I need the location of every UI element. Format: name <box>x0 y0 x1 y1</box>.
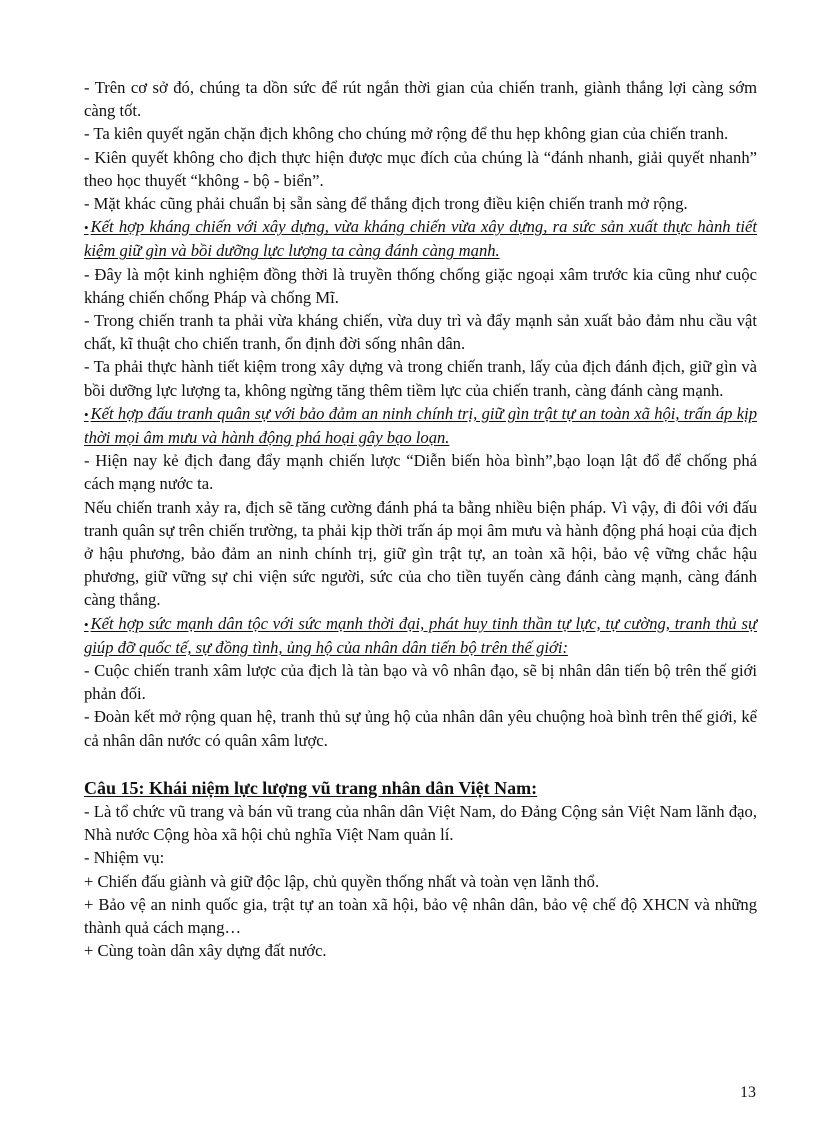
bullet-icon: • <box>84 616 89 632</box>
question-title: Câu 15: Khái niệm lực lượng vũ trang nhân dân Việt Nam: <box>84 777 538 798</box>
paragraph: - Trong chiến tranh ta phải vừa kháng chiến, vừa duy trì và đẩy mạnh sản xuất bảo đảm nhu cầu vật chất, kĩ thuật cho chiến tranh, ổn định đời sống nhân dân. <box>84 311 757 354</box>
paragraph: - Hiện nay kẻ địch đang đẩy mạnh chiến lược “Diễn biến hòa bình”,bạo loạn lật đổ để chống phá cách mạng nước ta. <box>84 451 757 494</box>
section-heading-text: Kết hợp đấu tranh quân sự với bảo đảm an ninh chính trị, giữ gìn trật tự an toàn xã hội, trấn áp kịp thời mọi âm mưu và hành động phá hoại gây bạo loạn. <box>84 403 757 448</box>
paragraph: - Ta kiên quyết ngăn chặn địch không cho chúng mở rộng để thu hẹp không gian của chiến tranh. <box>84 124 729 144</box>
paragraph: - Cuộc chiến tranh xâm lược của địch là tàn bạo và vô nhân đạo, sẽ bị nhân dân tiến bộ trên thế giới phản đối. <box>84 661 757 704</box>
paragraph: + Chiến đấu giành và giữ độc lập, chủ quyền thống nhất và toàn vẹn lãnh thổ. <box>84 871 600 891</box>
paragraph: + Cùng toàn dân xây dựng đất nước. <box>84 941 327 961</box>
document-body <box>84 76 757 962</box>
section-heading <box>84 215 757 262</box>
paragraph: - Đây là một kinh nghiệm đồng thời là truyền thống chống giặc ngoại xâm trước kia cũng như cuộc kháng chiến chống Pháp và chống Mĩ. <box>84 264 757 307</box>
paragraph: + Bảo vệ an ninh quốc gia, trật tự an toàn xã hội, bảo vệ nhân dân, bảo vệ chế độ XHCN và những thành quả cách mạng… <box>84 894 757 937</box>
paragraph: - Kiên quyết không cho địch thực hiện được mục đích của chúng là “đánh nhanh, giải quyết nhanh” theo học thuyết “không - bộ - biển”. <box>84 147 757 190</box>
section-heading <box>84 402 757 449</box>
bullet-icon: • <box>84 220 89 236</box>
paragraph: - Ta phải thực hành tiết kiệm trong xây dựng và trong chiến tranh, lấy của địch đánh địch, giữ gìn và bồi dưỡng lực lượng ta, không ngừng tăng thêm tiềm lực của chiến tranh, càng đánh càng mạnh. <box>84 357 757 400</box>
paragraph: - Trên cơ sở đó, chúng ta dồn sức để rút ngắn thời gian của chiến tranh, giành thắng lợi càng sớm càng tốt. <box>84 78 757 121</box>
section-heading-text: Kết hợp kháng chiến với xây dựng, vừa kháng chiến vừa xây dựng, ra sức sản xuất thực hành tiết kiệm giữ gìn và bồi dưỡng lực lượng ta càng đánh càng mạnh. <box>84 217 757 261</box>
paragraph: Nếu chiến tranh xảy ra, địch sẽ tăng cường đánh phá ta bằng nhiều biện pháp. Vì vậy, đi đôi với đấu tranh quân sự trên chiến trường, ta phải kịp thời trấn áp mọi âm mưu và hành động phá hoại của địch ở hậu phương, bảo đảm an ninh chính trị, giữ gìn trật tự, an toàn xã hội, bảo vệ vững chắc hậu phương, giữ vững sự chi viện sức người, sức của cho tiền tuyến càng đánh càng mạnh, càng đánh càng thắng. <box>84 497 757 610</box>
paragraph: - Đoàn kết mở rộng quan hệ, tranh thủ sự ủng hộ của nhân dân yêu chuộng hoà bình trên thế giới, kể cả nhân dân nước có quân xâm lược. <box>84 707 757 750</box>
section-heading-text: Kết hợp sức mạnh dân tộc với sức mạnh thời đại, phát huy tinh thần tự lực, tự cường, tranh thủ sự giúp đỡ quốc tế, sự đồng tình, ủng hộ của nhân dân tiến bộ trên thế giới: <box>84 613 757 657</box>
paragraph: - Nhiệm vụ: <box>84 848 165 868</box>
page-number: 13 <box>740 1084 756 1101</box>
section-heading <box>84 612 757 659</box>
bullet-icon: • <box>84 406 89 422</box>
paragraph: - Là tổ chức vũ trang và bán vũ trang của nhân dân Việt Nam, do Đảng Cộng sản Việt Nam lãnh đạo, Nhà nước Cộng hòa xã hội chủ nghĩa Việt Nam quản lí. <box>84 801 757 845</box>
paragraph: - Mặt khác cũng phải chuẩn bị sẵn sàng để thắng địch trong điều kiện chiến tranh mở rộng. <box>84 194 688 214</box>
